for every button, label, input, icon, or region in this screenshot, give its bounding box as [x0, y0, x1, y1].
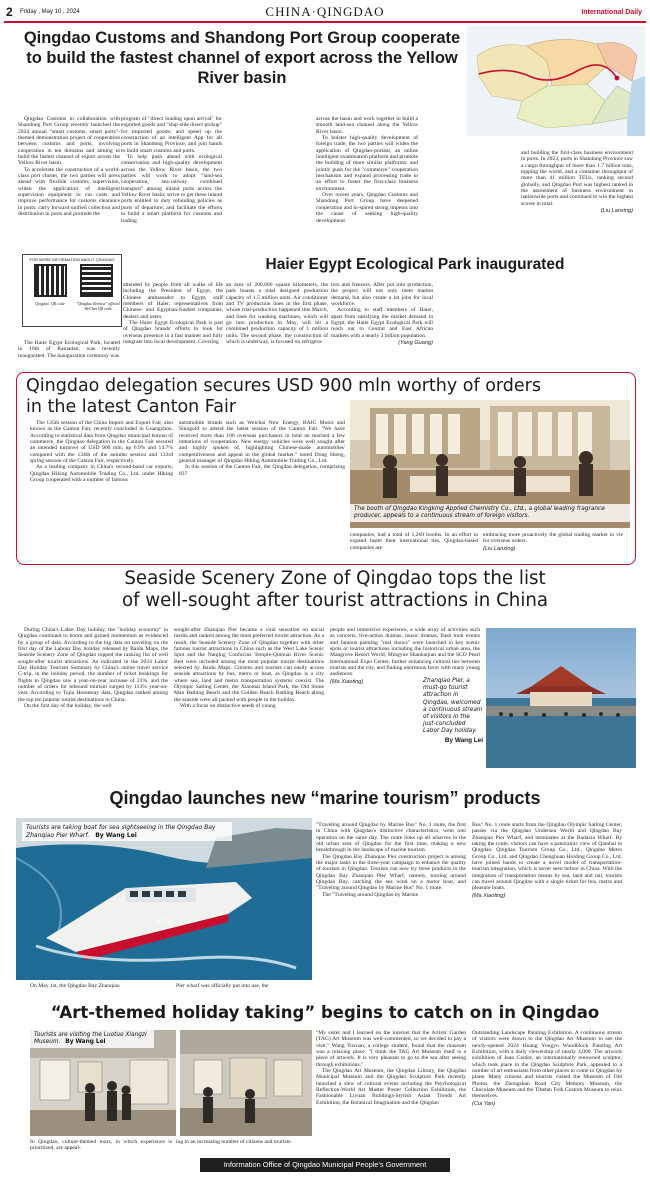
- qr-code-2[interactable]: [80, 264, 113, 297]
- seaside-col-1: During China's Labor Day holiday, the "holiday economy" in Qingdao continued to boom and gained momentum as evidenced by a group of data. According to the big data on traveling on the first day of the Labour Day holiday released by Baidu Maps, the Seaside Scenery Zone of Qingdao topped the ranking list of well sought-after tourist attractions. As indicated in the 2024 Labor Day Holiday Tourism Summary by China's online travel service C-trip, in the holiday period, the number of ticket bookings for flights to Qingdao saw a year-on-year increase of 21%, and the number of orders for inbound tourism surged by 113% year-on-year. According to Tujia Homestay data, Qingdao ranked among the top ten popular tourist destinations in China. On the first day of the holiday, the well: [18, 627, 168, 710]
- art-under-photo-right: ing to an increasing number of citizens and tourists.: [176, 1139, 292, 1145]
- qr-code-1[interactable]: [34, 264, 67, 297]
- customs-col-4: and building the first-class business environment in ports. In 2023, ports in Shandong Province saw a cargo throughput of more than 1.7 billion tons, topping the world, and a container throughput of more than 41 million TEUs, ranking second globally, and Qingdao Port was highest ranked in the assessment of business environment in nationwide ports and continued to win the highest scores in total. (Liu Lanxing): [521, 150, 633, 215]
- footer-bar: [200, 1158, 450, 1172]
- map-graphic: [467, 26, 645, 136]
- seaside-col-3: people and immersive experience, a wide array of activities such as concerts, live-action dramas, music dramas, flash mob events and famous painting "real shows" were launched in key scenic spots or tourist attractions including the historical urban area, the Mangrove Resort World, Mingyue Shanhaijian and the SCO Pearl International Expo Center, further enhancing cultural ties between tourists and the city, and finding enormous favor with many young audiences. (Ma Xiaoting): [330, 627, 480, 685]
- footer-text: Information Office of Qingdao Municipal People's Government: [223, 1160, 427, 1169]
- paper-name: International Daily: [581, 9, 642, 16]
- qr-box: [22, 254, 122, 327]
- zhanqiao-photo-caption: Zhanqiao Pier, a must-go tourist attraction in Qingdao, welcomed a continuous stream of visitors in the just-concluded Labor Day holiday. By Wang Lei: [423, 678, 483, 744]
- haier-col-2: attended by people from all walks of life including the President of Egypt, the Chinese ambassador to Egypt, staff members of Haier, representatives from Chinese- and Egyptian-funded companies, dealers and users. The Haier Egypt Ecological Park is part of Qingdao brands' efforts to look for overseas presence in a fast manner and fully integrate into local development. Covering: [123, 282, 223, 346]
- zhanqiao-pier-photo: [486, 628, 636, 768]
- qr2-caption: "Qingdao Release" official WeChat QR code: [76, 301, 120, 311]
- customs-byline: (Liu Lanxing): [600, 208, 633, 215]
- museum-photo: [30, 1030, 176, 1136]
- haier-headline: Haier Egypt Ecological Park inaugurated: [265, 256, 565, 273]
- canton-headline: Qingdao delegation secures USD 900 mln worthy of orders in the latest Canton Fair: [26, 376, 541, 417]
- issue-date: Friday , May 10 , 2024: [20, 9, 80, 15]
- seaside-headline: Seaside Scenery Zone of Qingdao tops the list of well-sought after tourist attractions in China: [121, 568, 549, 611]
- ferry-photo-caption: Tourists are taking boat for sea sightseeing in the Qingdao Bay Zhanqiao Pier Wharf. By Wang Lei: [22, 822, 232, 841]
- zhanqiao-photo-credit: By Wang Lei: [444, 736, 483, 744]
- pier-illustration: [486, 628, 636, 768]
- marine-under-photo-right: Pier wharf was officially put into use, the: [176, 983, 269, 989]
- qr1-caption: Qingdao' QR code: [35, 301, 65, 306]
- ferry-illustration: [16, 818, 312, 980]
- masthead-rule: [4, 21, 646, 23]
- haier-col-4: tors and freezers. After put into production, the project will not only meet market demand, but also create a lot jobs for local workforce. According to staff members of Haier, apart from satisfying the market demand in Egypt, the Haier Egypt Ecological Park will reach out to Central and East African markets with a nearly 2 billion population. (Yang Guang): [331, 282, 433, 347]
- customs-col-1: Qingdao Customs in collaboration with Shandong Port Group recently launched the 2024 annual "smart customs, smart ports"-themed demonstration project of cooperation between customs and ports, involving cooperation in ten domains and aiming to build the fastest channel of export across the Yellow River basin. To accelerate the construction of a world-class port cluster, the two parties will press ahead with flexible customs supervision, widen the application of intelligent supervision equipment to cut costs and improve performance for customs clearance in ports; carry forward unified collection and distribution in ports and promote the: [18, 116, 120, 218]
- section-name: CHINA·QINGDAO: [265, 4, 385, 19]
- ferry-photo-credit: By Wang Lei: [95, 831, 137, 839]
- qingdao-marker: [615, 76, 620, 81]
- haier-col-3: an area of 200,000 square kilometers, the park boasts a total designed production capacity of 1.5 million units. Air conditioner and TV production lines in the first phase, whose trial-production happened this March, and lines for washing machines, which will go into production in May, will hit a combined production capacity of 1 million units. The second phase, the construction of which is underway, is focused on refrigera-: [226, 282, 328, 346]
- seaside-col-2: sought-after Zhanqiao Pier became a viral sensation on social media and ranked among the most preferred tourist attraction. As a result, the Seaside Scenery Zone of Qingdao together with other famous tourist attractions in China such as the West Lake Scenic Spot and the Nanjing Confucius Temple-Qinhuai River Scenic Belt were included among the most popular tourist destinations selected by Baidu Maps. Citizens and tourists can easily access seaside attractions by bus, metro or boat, as Qingdao is a city where sea, land and metro transportation systems coexist. The Olympic Sailing Center, the Xiaomai Island Park, the Old Stone Man Bathing Beach and the Golden Beach Bathing Beach along the seaside were all packed with people in the holiday. With a focus on distinctive needs of young: [174, 627, 324, 710]
- museum-photo-credit: By Wang Lei: [65, 1039, 106, 1046]
- qr-title: FOR MORE INFORMATION ABOUT QINGDAO: [29, 257, 115, 262]
- haier-byline: (Yang Guang): [398, 340, 433, 347]
- seaside-byline: (Ma Xiaoting): [330, 678, 364, 685]
- art-col-3: "My sister and I learned on the internet that the Artists' Garden (TAG) Art Museum was well-commented, so we decided to pay a visit." Wang Yuxuan, a college student, found that the museum was a relaxing place. "I think the TAG Art Museum itself is a piece of artwork. It is very pleasant to go to the sea after seeing through exhibitions." The Qingdao Art Museum, the Qingdao Library, the Qingdao Municipal Museum and the Qingdao Sculpture Park recently launched a slew of cultural events including the Psychological Reflection-World Art Master Poster Collection Exhibition, the Fashionable Liyuan Buildings-Stylish Asian Trends Art Exhibition, the Botanical Imagination and the Qingdao: [316, 1030, 466, 1106]
- customs-headline: Qingdao Customs and Shandong Port Group cooperate to build the fastest channel of export across the Yellow River basin: [23, 29, 461, 87]
- art-byline: (Cui Yan): [472, 1100, 496, 1107]
- canton-byline: (Liu Lanxing): [483, 545, 516, 552]
- page-number: 2: [6, 5, 13, 19]
- marine-col-4: Bus" No. 1 route starts from the Qingdao Olympic Sailing Center, passes via the Qingdao Undersea World and Qingdao Bay Zhanqiao Pier Wharf, and terminates at the Badaxia Wharf. By taking the route, visitors can have a panoramic view of Qianhai in Qingdao. Qingdao Tourism Group Co., Ltd., Qingdao Metro Group Co., Ltd. and Qingdao Chenghuan Holding Group Co., Ltd. have joined hands to create a novel model of transportation-tourism integration, which is never seen before in China. With the integration of transportation means by sea, land and rail, tourists can travel around Qingdao with a single ticket for bus, metro and pleasure boats. (Ma Xiaoting): [472, 822, 622, 899]
- marine-byline: (Ma Xiaoting): [472, 892, 506, 899]
- museum-photo-caption: Tourists are visiting the Luotuo Xiangzi Museum. By Wang Lei: [30, 1030, 154, 1048]
- customs-col-2: program of "direct loading upon arrival" for exported goods and "ship-side direct pickup" for imported goods; and speed up the construction of an intelligent App for all ports in Shandong Province, and join hands to build smart customs and ports. To help push ahead with ecological conservation and high-quality development across the Yellow River basin, the two parties will work to adopt "land-sea cooperation, sea-railway combined transport" among inland ports across the Yellow River basin; strive to get these inland ports entitled to duty refunding policies as ports of departure; and facilitate the efforts to build a smart platform for customs and trading: [121, 116, 222, 224]
- museum-photo-2: [180, 1030, 312, 1136]
- ferry-hull-label: FERRY: [156, 919, 173, 925]
- canton-col-2: automobile brands such as Weichai New Energy, BAIC Motor and Sinogold to attend the latest session of the Canton Fair. "We have received more than 100 overseas purchasers in total an reached a few intentions of cooperation. New energy vehicles were well sought after and highly spoken of, highlighting Chinese-made automobiles' competitiveness and appeal in the global market." noted Dong Sheng, general manager of Qingdao Hiking Automobile Trading Co., Ltd. In this session of the Canton Fair, the Qingdao delegation, comprising 837: [179, 420, 345, 477]
- map-figure: [467, 26, 645, 136]
- haier-col-1: The Haier Egypt Ecological Park, located in 10th of Ramadan, was recently inaugurated. The inauguration ceremony was: [18, 340, 120, 359]
- canton-col-3: companies, had a total of 1,269 booths. In an effort to expand faster their international ties, Qingdao-based companies are: [350, 532, 478, 551]
- marine-under-photo-left: On May 1st, the Qingdao Bay Zhanqiao: [30, 983, 120, 989]
- canton-col-1: The 135th session of the China Import and Export Fair, also known as the Canton Fair, recently concluded in Guangzhou. According to statistical data from Qingdao municipal bureau of commerce, the Qingdao delegation in the Canton Fair secured an intended turnover of USD 900 mln, up 6.9% and 14.7% compared with the 134th of the autumn session and 133rd spring session of the Canton Fair, respectively. As a leading company in China's second-hand car exports, Qingdao Hiking Automobile Trading Co., Ltd. under Hiking Group cooperated with a number of famous: [30, 420, 173, 484]
- canton-booth-photo: [350, 400, 630, 528]
- art-headline: “Art-themed holiday taking” begins to catch on in Qingdao: [50, 1003, 600, 1022]
- art-under-photo-left: In Qingdao, culture-themed tours, in which experience is prioritized, are appeal-: [30, 1139, 172, 1152]
- ferry-photo: [16, 818, 312, 980]
- canton-col-4: embracing more proactively the global trading market to vie for overseas orders. (Liu Lanxing): [483, 532, 623, 552]
- customs-col-3: across the basin and work together to build a smooth land-sea channel along the Yellow River basin. To bolster high-quality development of foreign trade, the two parties will widen the application of Qingdao-portant, an online intelligent examination platform and promote the building of more similar platforms; and jointly push for the "commerce" cooperation mechanism and expand processing trade in an effort to foster the first-class business environment. Over recent years, Qingdao Customs and Shandong Port Group have deepened cooperation and in-spired strong impetus into the cause of seeking high-quality development: [316, 116, 418, 224]
- canton-photo-caption: The booth of Qingdao Kingking Applied Chemistry Co., Ltd., a global leading fragrance producer, appeals to a continuous stream of foreign visitors.: [350, 504, 630, 522]
- marine-col-3: "Traveling around Qingdao by Marine Bus" No. 1 route, the first in China with Qingdao's distinctive characteristics, went into operation on the same day. The route links up all wharves in the old urban area of Qingdao for the first time, making a new breakthrough in the landscape of marine tourism. The Qingdao Bay Zhanqiao Pier construction project is among the major tasks in the three-year campaign to enhance the quality of tourism in Qingdao. Tourists can now try three products in the Qingdao Bay Zhanqiao Pier Wharf, namely, touring around Qingdao Bay, catching the sea wind on a motor boat, and "Traveling around Qingdao by Marine Bus" No. 1 route. The "Traveling around Qingdao by Marine: [316, 822, 466, 898]
- art-col-4: Outstanding Landscape Painting Exhibition. A continuous stream of visitors were drawn to the Qingdao Art Museum to see the newly-opened 2024 Huang Yongyu Woodblock Painting Art Exhibition, with a daily viewership of nearly 4,000. The artwork exhibition of Jean Cardot, an internationally renowned sculptor, which took place in the Qingdao Sculpture Park, appealed to a number of art enthusiasts from other places to come to Qingdao by plane. Many citizens and tourists visited the Museum of Old Photos, the Zhongshan Road City Memory Museum, the Chocolate Museum and the Tibetan Folk Custom Museum to relax themselves. (Cui Yan): [472, 1030, 622, 1107]
- marine-headline: Qingdao launches new “marine tourism” products: [109, 788, 541, 808]
